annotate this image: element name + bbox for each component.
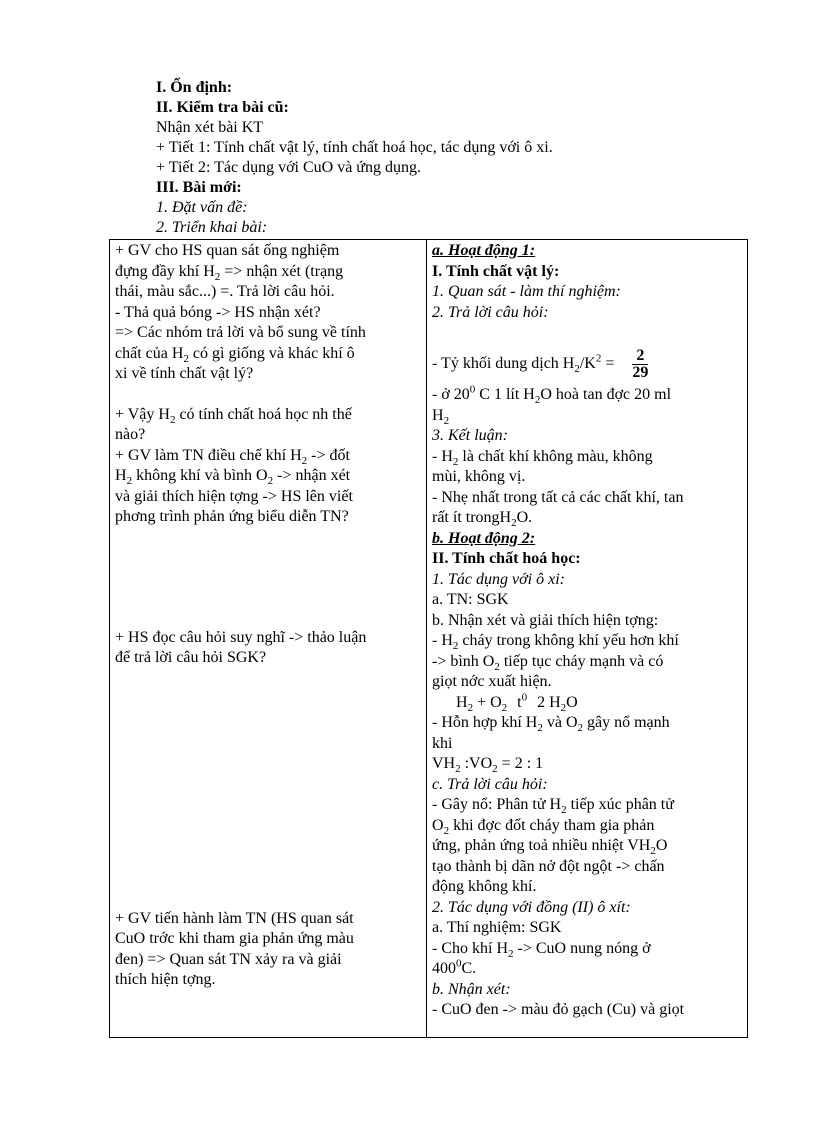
section-heading-1: I. Ổn định:	[156, 79, 233, 96]
text-line: CuO trớc khi tham gia phản ứng màu	[115, 930, 354, 947]
text-line: 3. Kết luận:	[432, 427, 508, 444]
header-line: + Tiết 2: Tác dụng với CuO và ứng dụng.	[156, 159, 421, 176]
text-line: - $H_2$ là chất khí không màu, không	[432, 447, 653, 468]
text-line: -> bình $O_2$ tiếp tục cháy mạnh và có	[432, 652, 664, 673]
reaction-equation: $H_2 + O_2$ $t^0$ 2 $H_2O$	[456, 691, 578, 714]
text-line: $H_2$ không khí và bình $O_2$ -> nhận xét	[115, 467, 351, 488]
text-line: + Vậy $H_2$ có tính chất hoá học nh thế	[115, 405, 352, 426]
text-line: động không khí.	[432, 878, 537, 895]
text-line: thái, màu sắc...) =. Trả lời câu hỏi.	[115, 283, 335, 300]
text-line: 1. Quan sát - làm thí nghiệm:	[432, 283, 621, 300]
subsection-heading: 2. Triển khai bài:	[156, 219, 268, 236]
text-line: rất ít trongH$_2$O.	[432, 509, 533, 530]
subsection-heading: 1. Đặt vấn đề:	[156, 199, 248, 216]
text-line: khi	[432, 734, 453, 752]
text-line: - $H_2$ cháy trong không khí yếu hơn khí	[432, 632, 679, 653]
text-line: và giải thích hiện tợng -> HS lên viết	[115, 487, 353, 505]
text-line: thích hiện tợng.	[115, 971, 216, 988]
text-line: 1. Tác dụng với ô xi:	[432, 570, 565, 588]
text-line: mùi, không vị.	[432, 468, 526, 485]
text-line: để trả lời câu hỏi SGK?	[115, 649, 267, 666]
section-title: I. Tính chất vật lý:	[432, 262, 560, 280]
text-line: - Hỗn hợp khí $H_2$ và $O_2$ gây nổ mạnh	[432, 714, 670, 735]
text-line: + GV cho HS quan sát ống nghiệm	[115, 242, 340, 259]
lesson-header	[156, 78, 716, 238]
text-line: => Các nhóm trả lời và bổ sung về tính	[115, 324, 366, 341]
text-line: - Gây nổ: Phân tử $H_2$ tiếp xúc phân tử	[432, 796, 674, 817]
section-heading-2: II. Kiểm tra bài cũ:	[156, 99, 289, 116]
text-line: + GV làm TN điều chế khí $H_2$ -> đốt	[115, 446, 350, 467]
density-line: - Tỷ khối dung dịch $H_2/K^2$ = $\frac{2}{29}$	[432, 346, 649, 381]
content-column	[427, 240, 748, 1038]
activity-heading: b. Hoạt động 2:	[432, 529, 536, 547]
text-line: tạo thành bị dãn nở đột ngột -> chấn	[432, 857, 665, 875]
fraction: $\frac{2}{29}$	[632, 346, 649, 381]
lesson-table	[109, 239, 748, 1038]
text-line: chất của $H_2$ có gì giống và khác khí ô	[115, 344, 355, 365]
text-line: giọt nớc xuất hiện.	[432, 673, 552, 690]
text-line: 2. Tác dụng với đồng (II) ô xít:	[432, 898, 631, 916]
text-line: nào?	[115, 426, 146, 443]
section-heading-3: III. Bài mới:	[156, 179, 242, 196]
text-line: b. Nhận xét:	[432, 980, 511, 998]
text-line: đen) => Quan sát TN xảy ra và giải	[115, 950, 342, 968]
teacher-activities-column	[110, 240, 427, 1038]
text-line: $H_2$	[432, 406, 450, 427]
text-line: a. Thí nghiệm: SGK	[432, 919, 562, 936]
text-line: $O_2$ khi đợc đốt cháy tham gia phản	[432, 816, 655, 837]
header-line: Nhận xét bài KT	[156, 119, 264, 136]
text-line: phơng trình phản ứng biểu diễn TN?	[115, 508, 349, 525]
text-line: - ở $20^0$ C 1 lít $H_2O$ hoà tan đợc 20 ml	[432, 383, 672, 407]
section-title: II. Tính chất hoá học:	[432, 550, 581, 567]
text-line: xi về tính chất vật lý?	[115, 365, 254, 382]
text-line: b. Nhận xét và giải thích hiện tợng:	[432, 611, 659, 629]
text-line: + HS đọc câu hỏi suy nghĩ -> thảo luận	[115, 628, 367, 646]
activity-heading: a. Hoạt động 1:	[432, 242, 536, 259]
text-line: ứng, phản ứng toả nhiều nhiệt $VH_2O$	[432, 837, 668, 858]
text-line: $400^0C$.	[432, 957, 477, 977]
text-line: + GV tiến hành làm TN (HS quan sát	[115, 909, 354, 927]
reaction-condition: $t^0$	[517, 691, 528, 711]
text-line: $VH_2$ $:VO_2 = 2$ : 1	[432, 755, 544, 776]
text-line: c. Trả lời câu hỏi:	[432, 775, 548, 793]
text-line: - Thả quả bóng -> HS nhận xét?	[115, 303, 321, 321]
text-line: 2. Trả lời câu hỏi:	[432, 303, 549, 321]
header-line: + Tiết 1: Tính chất vật lý, tính chất hoá học, tác dụng với ô xi.	[156, 139, 553, 156]
text-line: đựng đầy khí $H_2$ => nhận xét (trạng	[115, 262, 344, 283]
text-line: - Cho khí $H_2$ -> CuO nung nóng ở	[432, 939, 651, 960]
text-line: - Nhẹ nhất trong tất cả các chất khí, tan	[432, 488, 684, 506]
text-line: - CuO đen -> màu đỏ gạch (Cu) và giọt	[432, 1001, 685, 1018]
text-line: a. TN: SGK	[432, 591, 509, 608]
